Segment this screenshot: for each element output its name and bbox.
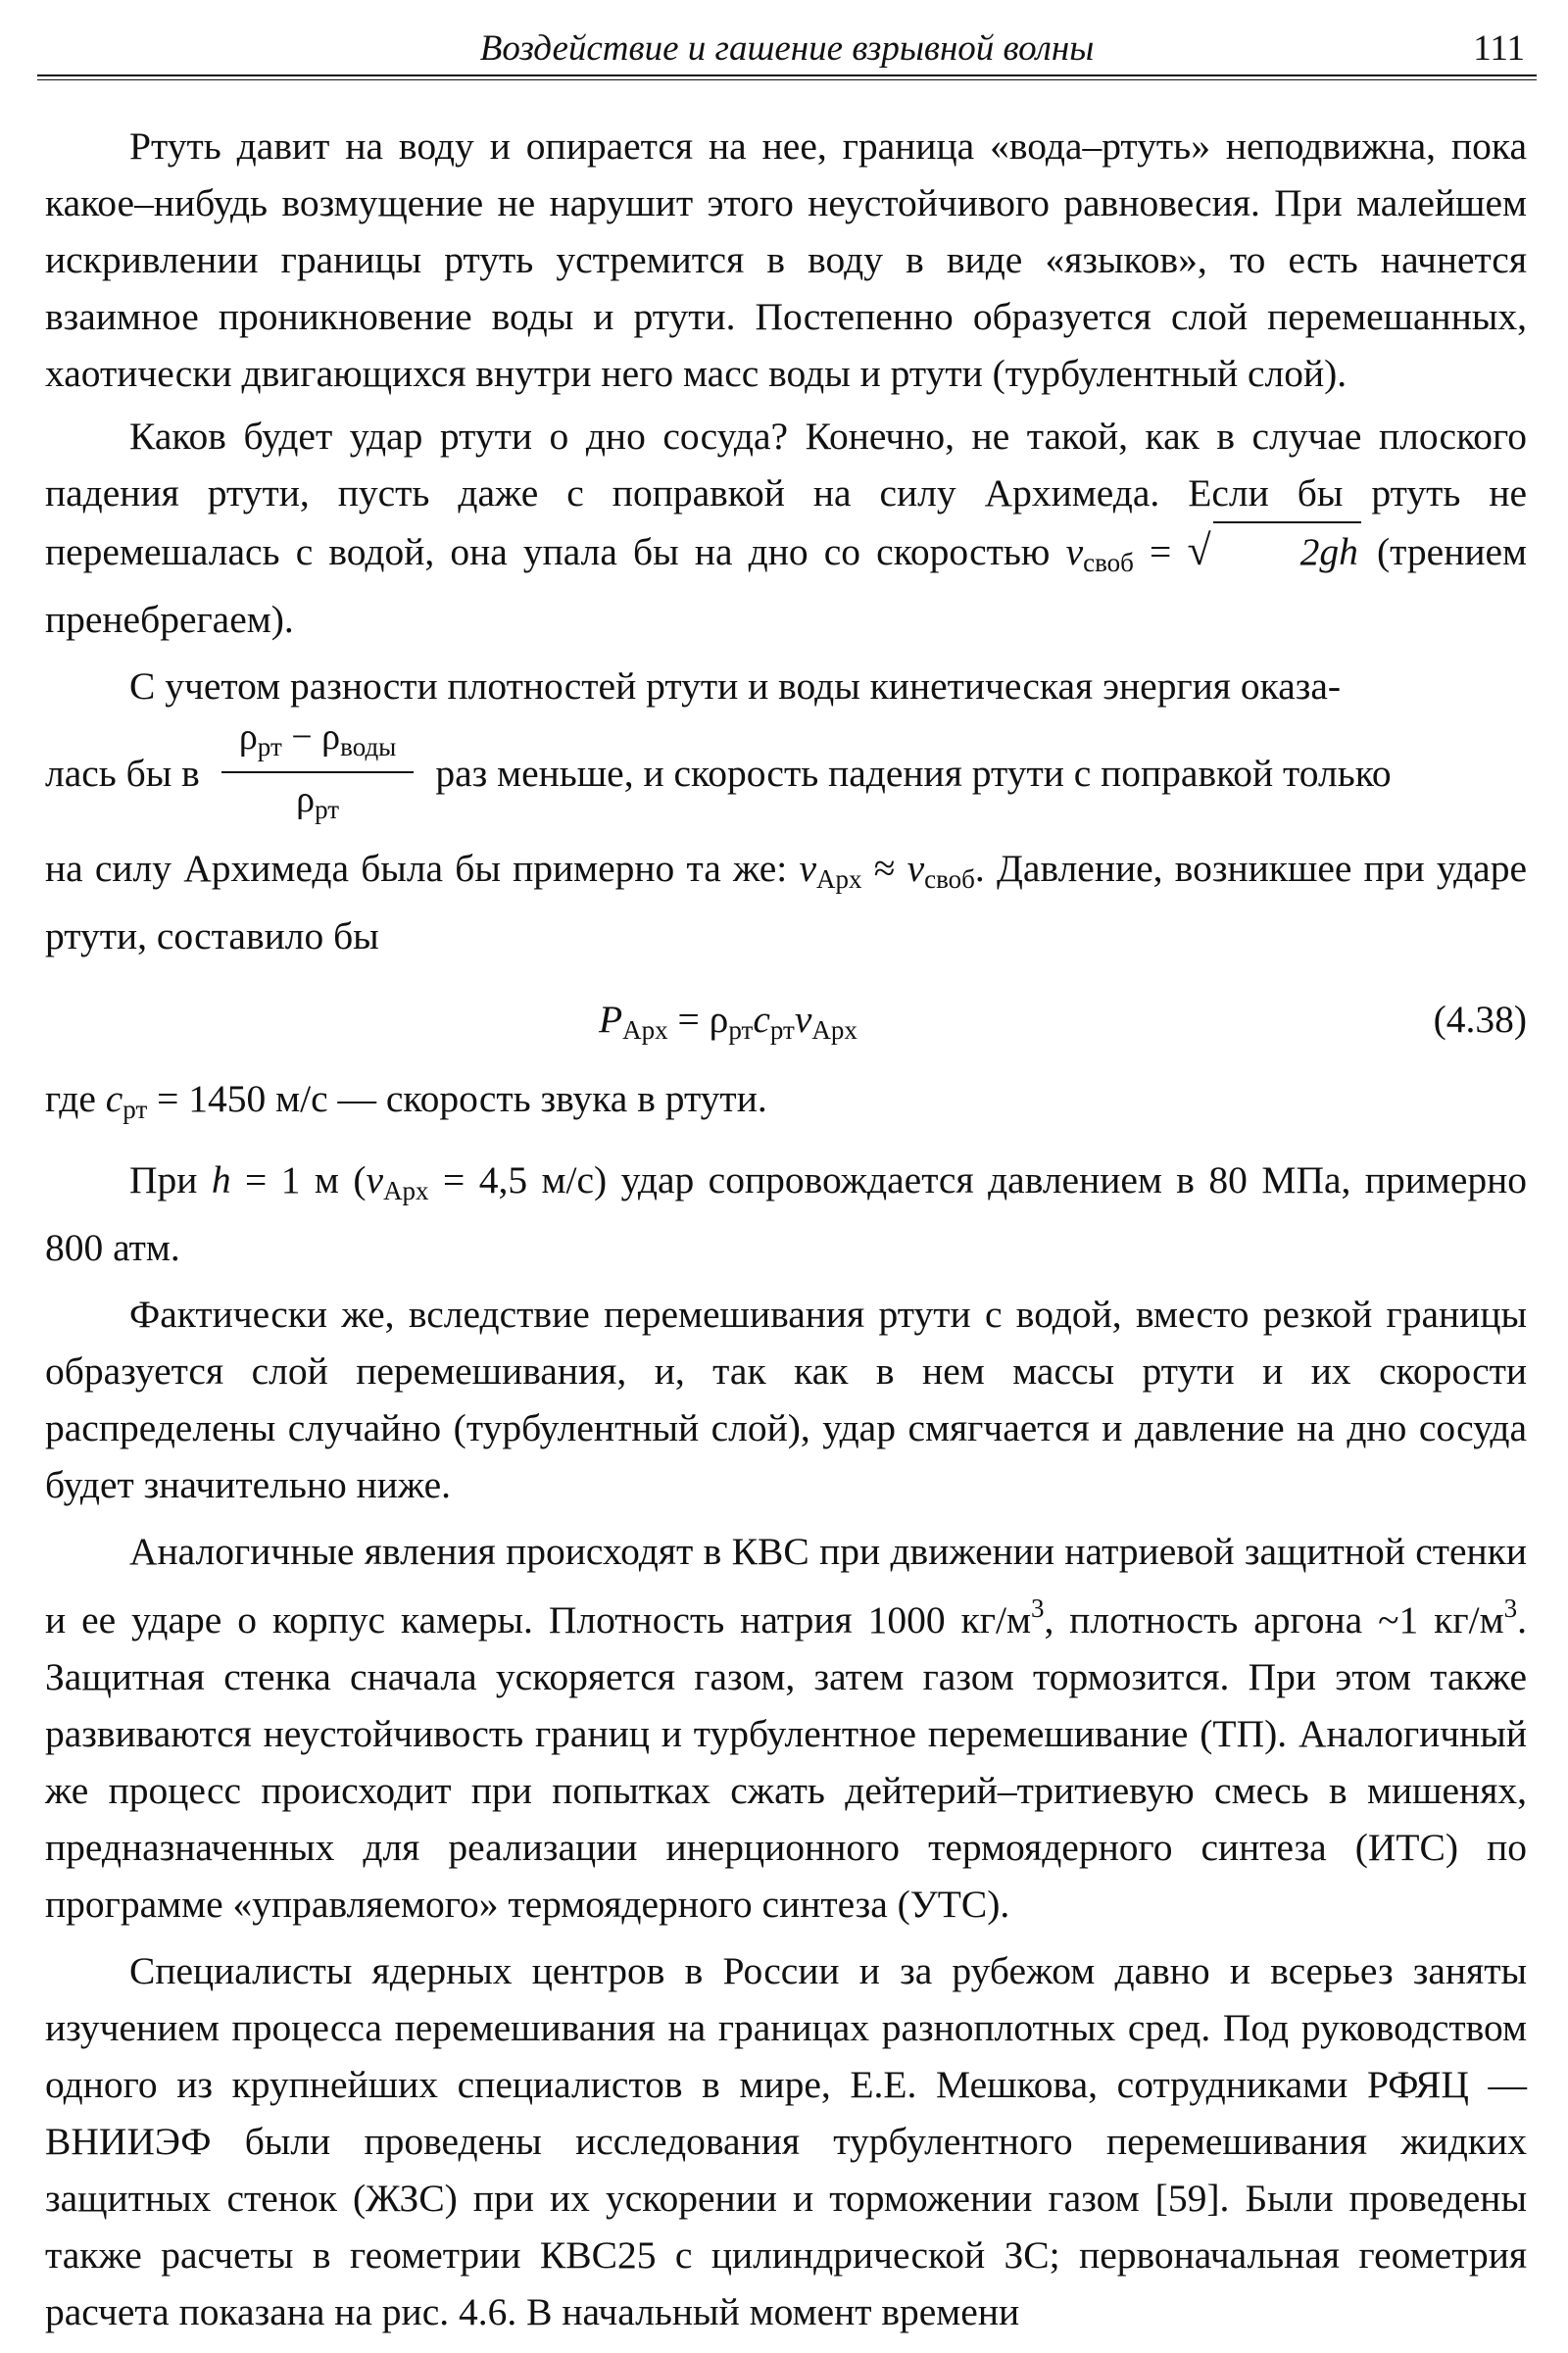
paragraph-3: С учетом разности плотностей ртути и воды кинетическая энергия оказа- xyxy=(129,664,1342,708)
paragraph-7: Аналогичные явления происходят в КВС при движении натриевой защитной стенки и ее ударе о корпус камеры. Плотность натрия 1000 $кг/м^3$, плотность аргона ~1 $кг/м^3$. Защитная стенка сначала ускоряется газом, затем газом тормозится. При этом также развиваются неустойчивость границ и турбулентное перемешивание (ТП). Аналогичный же процесс происходит при попытках сжать дейтерий–тритиевую смесь в мишенях, предназначенных для реализации инерционного термоядерного синтеза (ИТС) по программе «управляемого» термоядерного синтеза (УТС). xyxy=(45,1530,1527,1926)
header-rule-thin xyxy=(37,79,1537,80)
paragraph-2-tail: (трением пренебрегаем). xyxy=(45,530,1528,641)
density-fraction xyxy=(221,714,415,832)
page-header xyxy=(37,24,1537,74)
fraction-denominator: $\rho_{рт}$ xyxy=(296,779,340,824)
paragraph-3-c: раз меньше, и скорость падения ртути с поправкой только xyxy=(435,752,1392,795)
equation-body: $P_{Арх} = \rho_{рт}c_{рт}v_{Арх}$ xyxy=(599,998,858,1045)
formula-v-free: $v_{своб}$ = √ 2gh xyxy=(1066,530,1361,573)
page-number: 111 xyxy=(1473,28,1525,69)
paragraph-3-cont: на силу Архимеда была бы примерно та же: $v_{Арх} \approx v_{своб}$. Давление, возникшее при ударе ртути, составило бы xyxy=(45,847,1527,957)
paragraph-6: Фактически же, вследствие перемешивания ртути с водой, вместо резкой границы образуется слой перемешивания, и, так как в нем массы ртути и их скорости распределены случайно (турбулентный слой), удар смягчается и давление на дно сосуда будет значительно ниже. xyxy=(45,1293,1527,1506)
formula-approx: $v_{Арх} \approx v_{своб}$ xyxy=(799,847,975,894)
paragraph-5: При h = 1 м ($v_{Арх} = 4,5$ м/с) удар сопровождается давлением в 80 МПа, примерно 800 атм. xyxy=(45,1158,1527,1269)
paragraph-1: Ртуть давит на воду и опирается на нее, граница «вода–ртуть» неподвижна, пока какое–нибудь возмущение не нарушит этого неустойчивого равновесия. При малейшем искривлении границы ртуть устремится в воду в виде «языков», то есть начнется взаимное проникновение воды и ртути. Постепенно образуется слой перемешанных, хаотически двигающихся внутри него масс воды и ртути (турбулентный слой). xyxy=(45,124,1527,395)
page-body xyxy=(45,118,1527,2340)
paragraph-3-b: лась бы в xyxy=(45,752,200,795)
fraction-numerator: $\rho_{рт} - \rho_{воды}$ xyxy=(221,714,415,773)
equation-4-38 xyxy=(45,978,1527,1060)
running-title: Воздействие и гашение взрывной волны xyxy=(479,28,1095,69)
paragraph-2-text: Каков будет удар ртути о дно сосуда? Конечно, не такой, как в случае плоского падения ртути, пусть даже с поправкой на силу Архимеда. Если бы ртуть не перемешалась с водой, она упала бы на дно со скоростью xyxy=(45,415,1527,573)
equation-number: (4.38) xyxy=(1433,998,1527,1041)
sqrt-sign: √ xyxy=(1187,526,1211,574)
header-rule xyxy=(37,74,1537,76)
fraction-line xyxy=(45,714,1527,832)
paragraph-8: Специалисты ядерных центров в России и за рубежом давно и всерьез заняты изучением процесса перемешивания на границах разноплотных сред. Под руководством одного из крупнейших специалистов в мире, Е.Е. Мешкова, сотрудниками РФЯЦ — ВНИИЭФ были проведены исследования турбулентного перемешивания жидких защитных стенок (ЖЗС) при их ускорении и торможении газом [59]. Были проведены также расчеты в геометрии КВС25 с цилиндрической ЗС; первоначальная геометрия расчета показана на рис. 4.6. В начальный момент времени xyxy=(45,1949,1527,2333)
paragraph-4: где $c_{рт} = 1450$ м/с — скорость звука в ртути. xyxy=(45,1077,767,1124)
paragraph-2 xyxy=(45,408,1527,648)
